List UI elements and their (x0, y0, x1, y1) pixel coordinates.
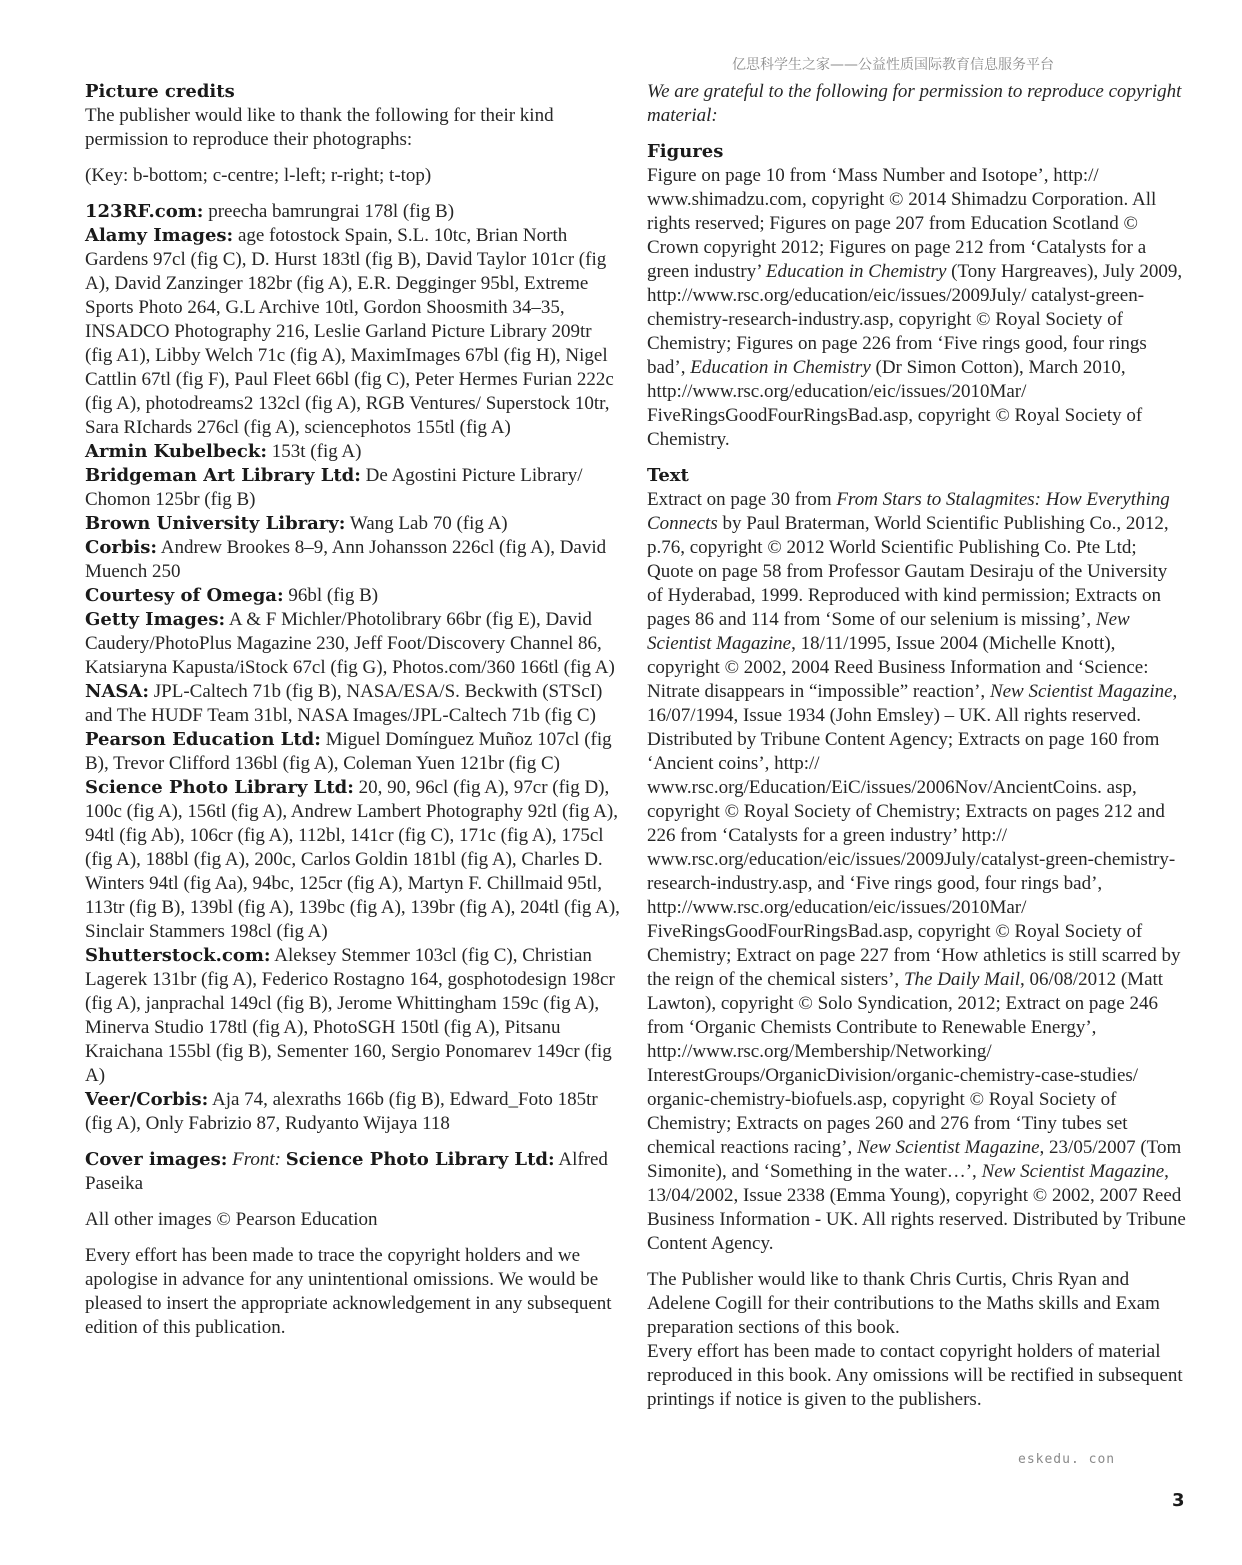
credit-agency: Alamy Images: (85, 225, 234, 246)
credit-entry (85, 776, 621, 944)
thanks-paragraph: The Publisher would like to thank Chris Curtis, Chris Ryan and Adelene Cogill for their contributions to the Maths skills and Exam preparation sections of this book. (647, 1269, 1160, 1338)
credit-agency: Veer/Corbis: (85, 1089, 209, 1110)
credit-agency: Getty Images: (85, 609, 226, 630)
figures-italic-2: Education in Chemistry (690, 357, 871, 378)
figures-paragraph (647, 164, 1187, 452)
credit-entry (85, 464, 621, 512)
credit-text: Andrew Brookes 8–9, Ann Johansson 226cl (fig A), David Muench 250 (85, 537, 607, 582)
figures-text-2: (Tony Hargreaves), July 2009, http://www.rsc.org/education/eic/issues/2009July/ catalyst-green-chemistry-research-industry.asp, copyright © Royal Society of Chemistry; Figures on page 226 from ‘Five rings good, four rings bad’, (647, 261, 1183, 378)
credit-text: Wang Lab 70 (fig A) (345, 513, 508, 534)
credit-text: 153t (fig A) (267, 441, 362, 462)
credit-agency: Pearson Education Ltd: (85, 729, 321, 750)
text-part-7: , 13/04/2002, Issue 2338 (Emma Young), copyright © 2002, 2007 Reed Business Information - UK. All rights reserved. Distributed by Tribune Content Agency. (647, 1161, 1186, 1254)
picture-credits-heading: Picture credits (85, 81, 235, 102)
picture-credits-intro: The publisher would like to thank the following for their kind permission to reproduce their photographs: (85, 105, 554, 150)
permissions-intro: We are grateful to the following for permission to reproduce copyright material: (647, 81, 1182, 126)
text-part-1: Extract on page 30 from (647, 489, 837, 510)
credit-entry (85, 512, 621, 536)
credit-agency: Bridgeman Art Library Ltd: (85, 465, 361, 486)
credit-text: preecha bamrungrai 178l (fig B) (203, 201, 455, 222)
text-part-3: , 18/11/1995, Issue 2004 (Michelle Knott), copyright © 2002, 2004 Reed Business Information and ‘Science: Nitrate disappears in “impossible” reaction’, (647, 633, 1149, 702)
credit-agency: 123RF.com: (85, 201, 204, 222)
text-italic-6: New Scientist Magazine (981, 1161, 1165, 1182)
credit-text: Miguel Domínguez Muñoz 107cl (fig B), Trevor Clifford 136bl (fig A), Coleman Yuen 121br (fig C) (85, 729, 612, 774)
credit-text: Aja 74, alexraths 166b (fig B), Edward_Foto 185tr (fig A), Only Fabrizio 87, Rudyanto Wijaya 118 (85, 1089, 598, 1134)
text-heading: Text (647, 465, 689, 486)
cover-images-label: Cover images: (85, 1149, 228, 1170)
text-italic-2: New Scientist Magazine (647, 609, 1130, 654)
credit-agency: Courtesy of Omega: (85, 585, 284, 606)
figures-italic-1: Education in Chemistry (765, 261, 947, 282)
credit-agency: NASA: (85, 681, 150, 702)
credit-agency: Armin Kubelbeck: (85, 441, 268, 462)
text-paragraph (647, 488, 1187, 1256)
credit-text: 20, 90, 96cl (fig A), 97cr (fig D), 100c (fig A), 156tl (fig A), Andrew Lambert Photography 92tl (fig A), 94tl (fig Ab), 106cr (fig A), 112bl, 141cr (fig C), 171c (fig A), 175cl (fig A), 188bl (fig A), 200c, Carlos Goldin 181bl (fig A), Charles D. Winters 94tl (fig Aa), 94bc, 125cr (fig A), Martyn F. Chillmaid 95tl, 113tr (fig B), 139bl (fig A), 139bc (fig A), 139br (fig A), 204tl (fig A), Sinclair Stammers 198cl (fig A) (85, 777, 620, 942)
credit-agency: Brown University Library: (85, 513, 346, 534)
permissions-column (647, 80, 1187, 1412)
figures-text-3: (Dr Simon Cotton), March 2010, http://www.rsc.org/education/eic/issues/2010Mar/ FiveRingsGoodFourRingsBad.asp, copyright © Royal Society of Chemistry. (647, 357, 1143, 450)
credit-entry (85, 680, 621, 728)
watermark-bottom: eskedu. con (1018, 1452, 1116, 1467)
contact-paragraph: Every effort has been made to contact copyright holders of material reproduced in this book. Any omissions will be rectified in subsequent printings if notice is given to the publishers. (647, 1341, 1183, 1410)
cover-images-credit (85, 1148, 621, 1196)
text-part-2: by Paul Braterman, World Scientific Publishing Co., 2012, p.76, copyright © 2012 World Scientific Publishing Co. Pte Ltd; Quote on page 58 from Professor Gautam Desiraju of the University of Hyderabad, 1999. Reproduced with kind permission; Extracts on pages 86 and 114 from ‘Some of our selenium is missing’, (647, 513, 1169, 630)
text-part-5: , 06/08/2012 (Matt Lawton), copyright © Solo Syndication, 2012; Extract on page 246 from ‘Organic Chemists Contribute to Renewable Energy’, http://www.rsc.org/Membership/Networking/ InterestGroups/OrganicDivision/organic-chemistry-case-studies/ organic-chemistry-biofuels.asp, copyright © Royal Society of Chemistry; Extracts on pages 260 and 276 from ‘Tiny tubes set chemical reactions racing’, (647, 969, 1164, 1158)
credit-entry (85, 584, 621, 608)
credit-entry (85, 944, 621, 1088)
credit-agency: Science Photo Library Ltd: (85, 777, 354, 798)
credit-entry (85, 200, 621, 224)
credit-entry (85, 536, 621, 584)
credit-entry (85, 440, 621, 464)
text-italic-5: New Scientist Magazine (856, 1137, 1040, 1158)
page-number: 3 (1172, 1490, 1185, 1511)
credit-text: JPL-Caltech 71b (fig B), NASA/ESA/S. Beckwith (STScI) and The HUDF Team 31bl, NASA Images/JPL-Caltech 71b (fig C) (85, 681, 603, 726)
credits-list (85, 200, 621, 1136)
credit-agency: Corbis: (85, 537, 158, 558)
credit-text: Aleksey Stemmer 103cl (fig C), Christian Lagerek 131br (fig A), Federico Rostagno 164, gosphotodesign 198cr (fig A), janprachal 149cl (fig B), Jerome Whittingham 159c (fig A), Minerva Studio 178tl (fig A), PhotoSGH 150tl (fig A), Pitsanu Kraichana 155bl (fig B), Sementer 160, Sergio Ponomarev 149cr (fig A) (85, 945, 615, 1086)
credit-entry (85, 224, 621, 440)
left-effort-statement: Every effort has been made to trace the copyright holders and we apologise in advance for any unintentional omissions. We would be pleased to insert the appropriate acknowledgement in any subsequent edition of this publication. (85, 1245, 612, 1338)
text-italic-3: New Scientist Magazine (989, 681, 1173, 702)
cover-agency: Science Photo Library Ltd: (285, 1149, 555, 1170)
credit-text: De Agostini Picture Library/ Chomon 125br (fig B) (85, 465, 583, 510)
key-legend: (Key: b-bottom; c-centre; l-left; r-right; t-top) (85, 165, 432, 186)
credit-text: age fotostock Spain, S.L. 10tc, Brian North Gardens 97cl (fig C), D. Hurst 183tl (fig B), David Taylor 101cr (fig A), David Zanzinger 182br (fig A), E.R. Degginger 95bl, Extreme Sports Photo 264, G.L Archive 10tl, Gordon Shoosmith 34–35, INSADCO Photography 216, Leslie Garland Picture Library 209tr (fig A1), Libby Welch 71c (fig A), MaximImages 67bl (fig H), Nigel Cattlin 67tl (fig F), Paul Fleet 66bl (fig C), Peter Hermes Furian 222c (fig A), photodreams2 132cl (fig A), RGB Ventures/ Superstock 10tr, Sara RIchards 276cl (fig A), sciencephotos 155tl (fig A) (85, 225, 614, 438)
credit-agency: Shutterstock.com: (85, 945, 271, 966)
figures-text-1: Figure on page 10 from ‘Mass Number and Isotope’, http:// www.shimadzu.com, copyright © 2014 Shimadzu Corporation. All rights reserved; Figures on page 207 from Education Scotland © Crown copyright 2012; Figures on page 212 from ‘Catalysts for a green industry’ (647, 165, 1157, 282)
credit-entry (85, 608, 621, 680)
cover-front-label: Front: (232, 1149, 282, 1170)
picture-credits-column (85, 80, 621, 1340)
text-part-4: , 16/07/1994, Issue 1934 (John Emsley) – UK. All rights reserved. Distributed by Tribune Content Agency; Extracts on page 160 from ‘Ancient coins’, http:// www.rsc.org/Education/EiC/issues/2006Nov/AncientCoins. asp, copyright © Royal Society of Chemistry; Extracts on pages 212 and 226 from ‘Catalysts for a green industry’ http:// www.rsc.org/education/eic/issues/2009July/catalyst-green-chemistry-research-industry.asp, and ‘Five rings good, four rings bad’, http://www.rsc.org/education/eic/issues/2010Mar/ FiveRingsGoodFourRingsBad.asp, copyright © Royal Society of Chemistry; Extract on page 227 from ‘How athletics is still scarred by the reign of the chemical sisters’, (647, 681, 1181, 990)
watermark-top: 亿思科学生之家——公益性质国际教育信息服务平台 (732, 57, 1054, 73)
credit-entry (85, 1088, 621, 1136)
text-italic-4: The Daily Mail (903, 969, 1021, 990)
credit-text: 96bl (fig B) (283, 585, 379, 606)
all-other-images: All other images © Pearson Education (85, 1209, 378, 1230)
credit-entry (85, 728, 621, 776)
figures-heading: Figures (647, 141, 724, 162)
text-italic-1: From Stars to Stalagmites: How Everything Connects (647, 489, 1170, 534)
credit-text: A & F Michler/Photolibrary 66br (fig E), David Caudery/PhotoPlus Magazine 230, Jeff Foot/Discovery Channel 86, Katsiaryna Kapusta/iStock 67cl (fig G), Photos.com/360 166tl (fig A) (85, 609, 615, 678)
cover-text: Alfred Paseika (85, 1149, 608, 1194)
text-part-6: , 23/05/2007 (Tom Simonite), and ‘Something in the water…’, (647, 1137, 1182, 1182)
